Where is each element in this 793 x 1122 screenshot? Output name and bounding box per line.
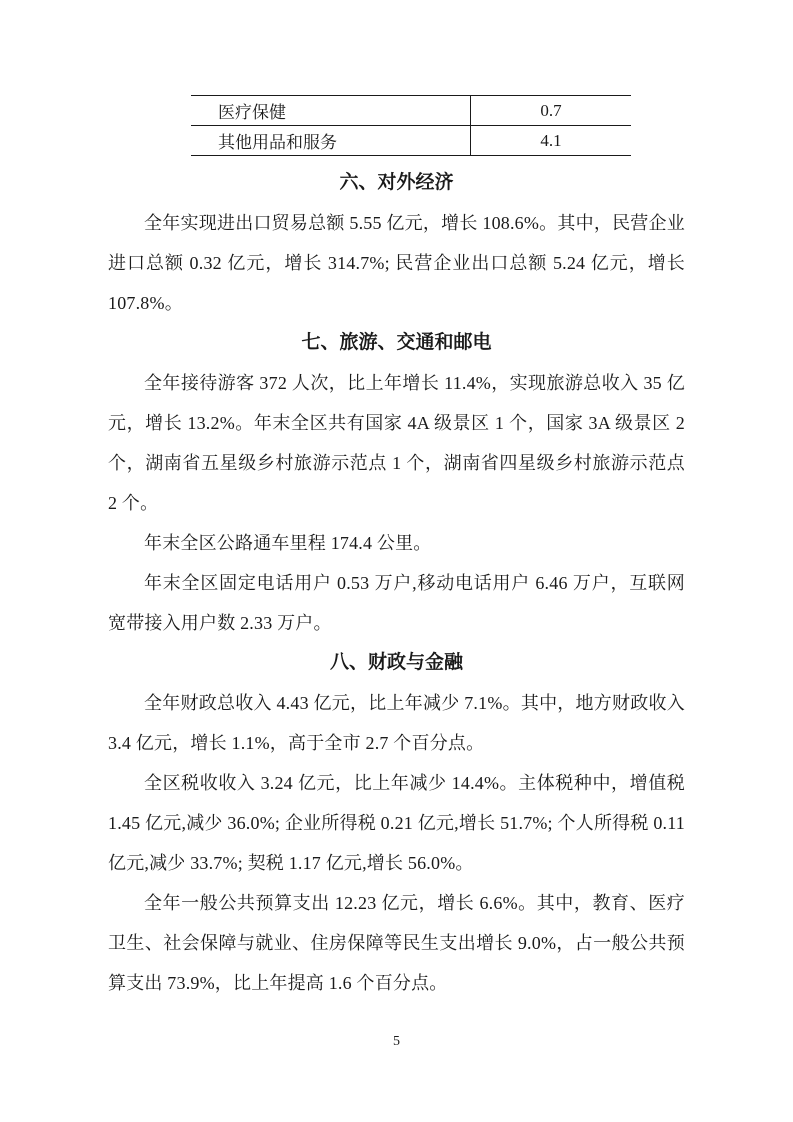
table-cell-category: 其他用品和服务 [191,126,471,156]
page-number: 5 [393,1034,400,1049]
paragraph: 全年一般公共预算支出 12.23 亿元，增长 6.6%。其中，教育、医疗卫生、社会保障与就业、住房保障等民生支出增长 9.0%，占一般公共预算支出 73.9%，比上年提高 1.6 个百分点。 [108,893,685,993]
table-row [191,126,631,156]
paragraph: 全年实现进出口贸易总额 5.55 亿元，增长 108.6%。其中，民营企业进口总额 0.32 亿元，增长 314.7%; 民营企业出口总额 5.24 亿元，增长 107.8%。 [108,213,685,313]
section-heading-finance: 八、财政与金融 [329,652,463,673]
section-heading-tourism-transport-post: 七、旅游、交通和邮电 [301,332,492,353]
paragraph: 年末全区公路通车里程 174.4 公里。 [144,533,432,553]
table-cell-value: 4.1 [471,126,632,156]
table-row [191,96,631,126]
table-cell-value: 0.7 [471,96,632,126]
page-content [108,0,685,1003]
paragraph: 全年财政总收入 4.43 亿元，比上年减少 7.1%。其中，地方财政收入 3.4 亿元，增长 1.1%，高于全市 2.7 个百分点。 [108,693,685,753]
paragraph: 全区税收收入 3.24 亿元，比上年减少 14.4%。主体税种中，增值税 1.45 亿元,减少 36.0%; 企业所得税 0.21 亿元,增长 51.7%; 个人所得税 0.11 亿元,减少 33.7%; 契税 1.17 亿元,增长 56.0%。 [108,773,685,873]
table-cell-category: 医疗保健 [191,96,471,126]
price-index-table [191,95,631,156]
section-heading-foreign-economy: 六、对外经济 [339,172,454,193]
paragraph: 全年接待游客 372 人次，比上年增长 11.4%，实现旅游总收入 35 亿元，增长 13.2%。年末全区共有国家 4A 级景区 1 个，国家 3A 级景区 2 个，湖南省五星级乡村旅游示范点 1 个，湖南省四星级乡村旅游示范点 2 个。 [108,373,685,513]
paragraph: 年末全区固定电话用户 0.53 万户,移动电话用户 6.46 万户，互联网宽带接入用户数 2.33 万户。 [108,573,685,633]
